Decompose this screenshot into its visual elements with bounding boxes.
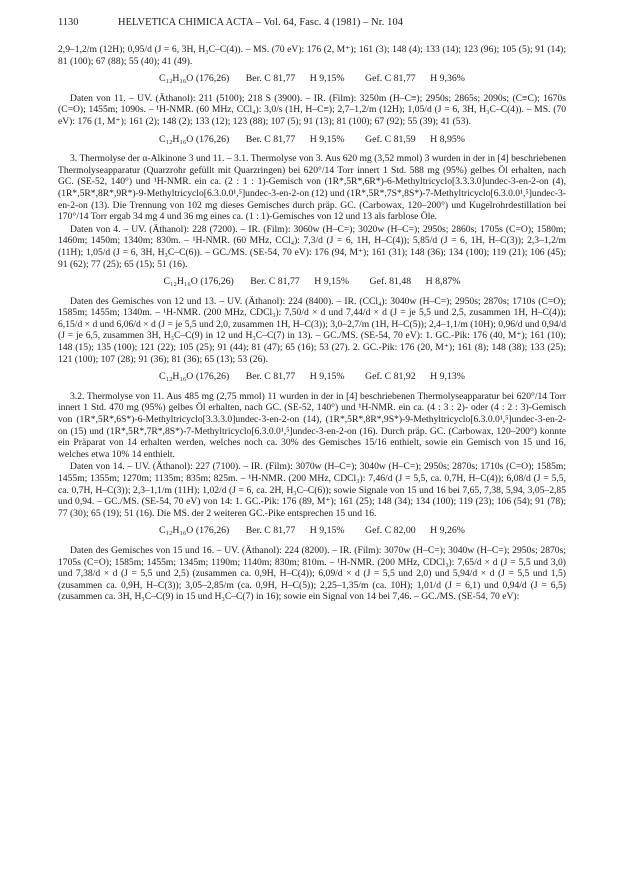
- calc-h-text: H 9,15%: [309, 525, 345, 537]
- paragraph: Daten des Gemisches von 12 und 13. – UV. (Äthanol): 224 (8400). – IR. (CCl₄): 3040w (H–C=); 2950s; 2870s; 1710s (C=O); 1585m; 1455m; 1340m. – ¹H-NMR. (200 MHz, CDCl₃): 7,50/d × d und 7,44/d × d (J = je 5,5 und 2,5, zusammen 1H, H–C(4)); 6,15/d × d und 6,06/d × d (J = je 5,5 und 2,0, zusammen 1H, H–C(3)); 3,0–2,7/m (1H, H–C(5)); 2,4–1,1/m (10H); 0,96/d und 0,94/d (J = je 6,5, zusammen 3H, H₃C–C(9) in 12 und H₃C–C(7) in 13). – GC./MS. (SE-54, 70 eV): 1. GC.-Pik: 176 (40, M⁺); 161 (10); 148 (15); 135 (100); 121 (22); 105 (25); 91 (44); 81 (47); 65 (16); 53 (27). 2. GC.-Pik: 176 (20, M⁺); 161 (8); 148 (38); 133 (25); 121 (100); 107 (28); 91 (36); 81 (36); 65 (13); 53 (26).: [58, 295, 566, 365]
- formula-text: C₁₂H₁₆O (176,26): [163, 276, 234, 288]
- section-paragraph: 3.2. Thermolyse von 11. Aus 485 mg (2,75 mmol) 11 wurden in der in [4] beschriebenen Thermolyseapparatur bei 620°/14 Torr innert 1 Std. 470 mg (95%) gelbes Öl erhalten, nach GC. (SE-52, 140°) und ¹H-NMR. ein ca. (4 : 3 : 2)- oder (4 : 2 : 3)-Gemisch von (1R*,5R*,6S*)-6-Methyltricyclo[3.3.3.0]undec-3-en-2-on (14), (1R*,5R*,8R*,9S*)-9-Methyltricyclo[6.3.0.0¹,⁵]undec-3-en-2-on (15) und (1R*,5R*,7R*,8S*)-7-Methyltricyclo[6.3.0.0¹,⁵]undec-3-en-2-on (16). Durch präp. GC. (Carbowax, 120–200°) konnte ein Präparat von 14 erhalten werden, welches noch ca. 30% des Gemisches 15/16 enthielt, sowie ein Gemisch von 15 und 16, welches etwa 10% 14 enthielt.: [58, 390, 566, 460]
- found-h-text: H 9,13%: [430, 371, 465, 383]
- calc-text: Ber. C 81,77: [245, 73, 296, 85]
- paragraph: Daten von 4. – UV. (Äthanol): 228 (7200). – IR. (Film): 3060w (H–C=); 3020w (H–C=); 2950s; 2860s; 1705s (C=O); 1580m; 1460m; 1450m; 1340m; 830m. – ¹H-NMR. (60 MHz, CCl₄): 7,3/d (J = 6, 1H, H–C(4)); 5,85/d (J = 6, 1H, H–C(3)); 2,3–1,2/m (11H); 1,05/d (J = 6, 3H, H₃C–C(6)). – GC./MS. (SE-54, 70 eV): 176 (94, M⁺); 161 (31); 148 (36); 134 (100); 119 (21); 106 (45); 91 (62); 77 (25); 65 (15); 51 (16).: [58, 223, 566, 270]
- found-h-text: H 9,36%: [430, 73, 465, 85]
- calc-text: Ber. C 81,77: [245, 371, 296, 383]
- calc-text: Ber. C 81,77: [245, 525, 296, 537]
- found-text: Gef. C 81,59: [365, 133, 416, 145]
- page-body: [58, 44, 566, 604]
- paragraph: Daten des Gemisches von 15 und 16. – UV. (Äthanol): 224 (8200). – IR. (Film): 3070w (H–C=); 3040w (H–C=); 2950s; 2870s; 1705s (C=O); 1585m; 1455m; 1345m; 1190m; 1140m; 830m; 810m. – ¹H-NMR. (200 MHz, CDCl₃): 7,65/d × d (J = 5,5 und 3,0) und 7,38/d × d (J = 5,5 und 2,5) (zusammen ca. 0,9H, H–C(4)); 6,09/d × d (J = 5,5 und 2,0) und 5,94/d × d (J = 5,5 und 1,5) (zusammen ca. 0,9H, H–C(3)); 3,05–2,85/m (ca. 0,9H, H–C(5)); 2,25–1,35/m (ca. 10H); 1,01/d (J = 6,1) und 0,94/d (J = 6,5) (zusammen ca. 3H, H₃C–C(9) in 15 und H₃C–C(7) in 16); sowie ein Signal von 14 bei 7,46. – GC./MS. (SE-54, 70 eV):: [58, 544, 566, 603]
- section-paragraph: 3. Thermolyse der α-Alkinone 3 und 11. – 3.1. Thermolyse von 3. Aus 620 mg (3,52 mmol) 3 wurden in der in [4] beschriebenen Thermolyseapparatur (Quarzrohr gefüllt mit Quarzringen) bei 620°/14 Torr innert 1 Std. 588 mg (95%) gelbes Öl erhalten, nach GC. (SE-52, 140°) und ¹H-NMR. ein ca. (2 : 1 : 1)-Gemisch von (1R*,5R*,6R*)-6-Methyltricyclo[3.3.3.0]undec-3-en-2-on (4), (1R*,5R*,8R*,9R*)-9-Methyltricyclo[6.3.0.0¹,⁵]undec-3-en-2-on (12) und (1R*,5R*,7S*,8S*)-7-Methyltricyclo[6.3.0.0¹,⁵]undec-3-en-2-on (13). Die Trennung von 102 mg dieses Gemisches durch präp. GC. (Carbowax, 120–200°) und Kugelrohrdestillation bei 170°/14 Torr ergab 34 mg 4 und 36 mg eines ca. (1 : 1)-Gemisches von 12 und 13 als farblose Öle.: [58, 153, 566, 223]
- formula-text: C₁₂H₁₆O (176,26): [159, 525, 230, 537]
- paragraph: 2,9–1,2/m (12H); 0,95/d (J = 6, 3H, H₃C–C(4)). – MS. (70 eV): 176 (2, M⁺); 161 (3); 148 (4); 133 (14); 123 (96); 105 (5); 91 (14); 81 (100); 67 (88); 55 (40); 41 (49).: [58, 44, 566, 67]
- paragraph: Daten von 14. – UV. (Äthanol): 227 (7100). – IR. (Film): 3070w (H–C=); 3040w (H–C=); 2950s; 2870s; 1710s (C=O); 1585m; 1455m; 1355m; 1270m; 1135m; 835m; 825m. – ¹H-NMR. (200 MHz, CDCl₃): 7,46/d (J = 5,5, ca. 0,7H, H–C(4)); 6,08/d (J = 5,5, ca. 0,7H, H–C(3)); 2,3–1,1/m (11H); 1,02/d (J = 6, ca. 2H, H₃C–C(6)); sowie Signale von 15 und 16 bei 7,65, 7,38, 5,94, 3,05–2,85 und 0,94. – GC./MS. (SE-54, 70 eV) von 14: 1. GC.-Pik: 176 (89, M⁺); 161 (25); 148 (34); 134 (100); 119 (23); 106 (54); 91 (78); 77 (30); 65 (19); 51 (16). Die MS. der 2 weiteren GC.-Pike entsprechen 15 und 16.: [58, 461, 566, 519]
- running-title: HELVETICA CHIMICA ACTA – Vol. 64, Fasc. 4 (1981) – Nr. 104: [118, 17, 404, 28]
- calc-h-text: H 9,15%: [309, 371, 345, 383]
- found-h-text: H 9,26%: [430, 525, 465, 537]
- paragraph: Daten von 11. – UV. (Äthanol): 211 (5100); 218 S (3900). – IR. (Film): 3250m (H–C≡); 2950s; 2865s; 2090s; (C≡C); 1670s (C=O); 1455m; 1090s. – ¹H-NMR. (60 MHz, CCl₄): 3,0/s (1H, H–C≡); 2,7–1,2/m (12H); 1,05/d (J = 6, 3H, H₃C–C(4)). – MS. (70 eV): 176 (1, M⁺); 161 (2); 148 (2); 133 (12); 123 (88); 107 (5); 91 (13); 81 (100); 67 (92); 55 (39); 41 (53).: [58, 92, 566, 127]
- elemental-analysis: [58, 73, 566, 85]
- found-text: Gef. C 81,92: [365, 371, 416, 383]
- formula-text: C₁₂H₁₆O (176,26): [159, 371, 230, 383]
- calc-h-text: H 9,15%: [314, 276, 350, 288]
- found-h-text: H 8,95%: [430, 133, 465, 145]
- calc-text: Ber. C 81,77: [245, 133, 296, 145]
- calc-h-text: H 9,15%: [309, 73, 345, 85]
- found-text: Gef. C 82,00: [365, 525, 416, 537]
- elemental-analysis: [58, 134, 566, 146]
- found-text: Gef. C 81,77: [365, 73, 416, 85]
- page-number: 1130: [58, 17, 79, 28]
- elemental-analysis: [58, 276, 566, 288]
- found-h-text: H 8,87%: [425, 276, 461, 288]
- found-text: Gef. 81,48: [369, 276, 412, 288]
- formula-text: C₁₂H₁₆O (176,26): [159, 133, 230, 145]
- elemental-analysis: [58, 371, 566, 383]
- formula-text: C₁₂H₁₆O (176,26): [159, 73, 230, 85]
- calc-text: Ber. C 81,77: [250, 276, 300, 288]
- calc-h-text: H 9,15%: [309, 133, 345, 145]
- elemental-analysis: [58, 525, 566, 537]
